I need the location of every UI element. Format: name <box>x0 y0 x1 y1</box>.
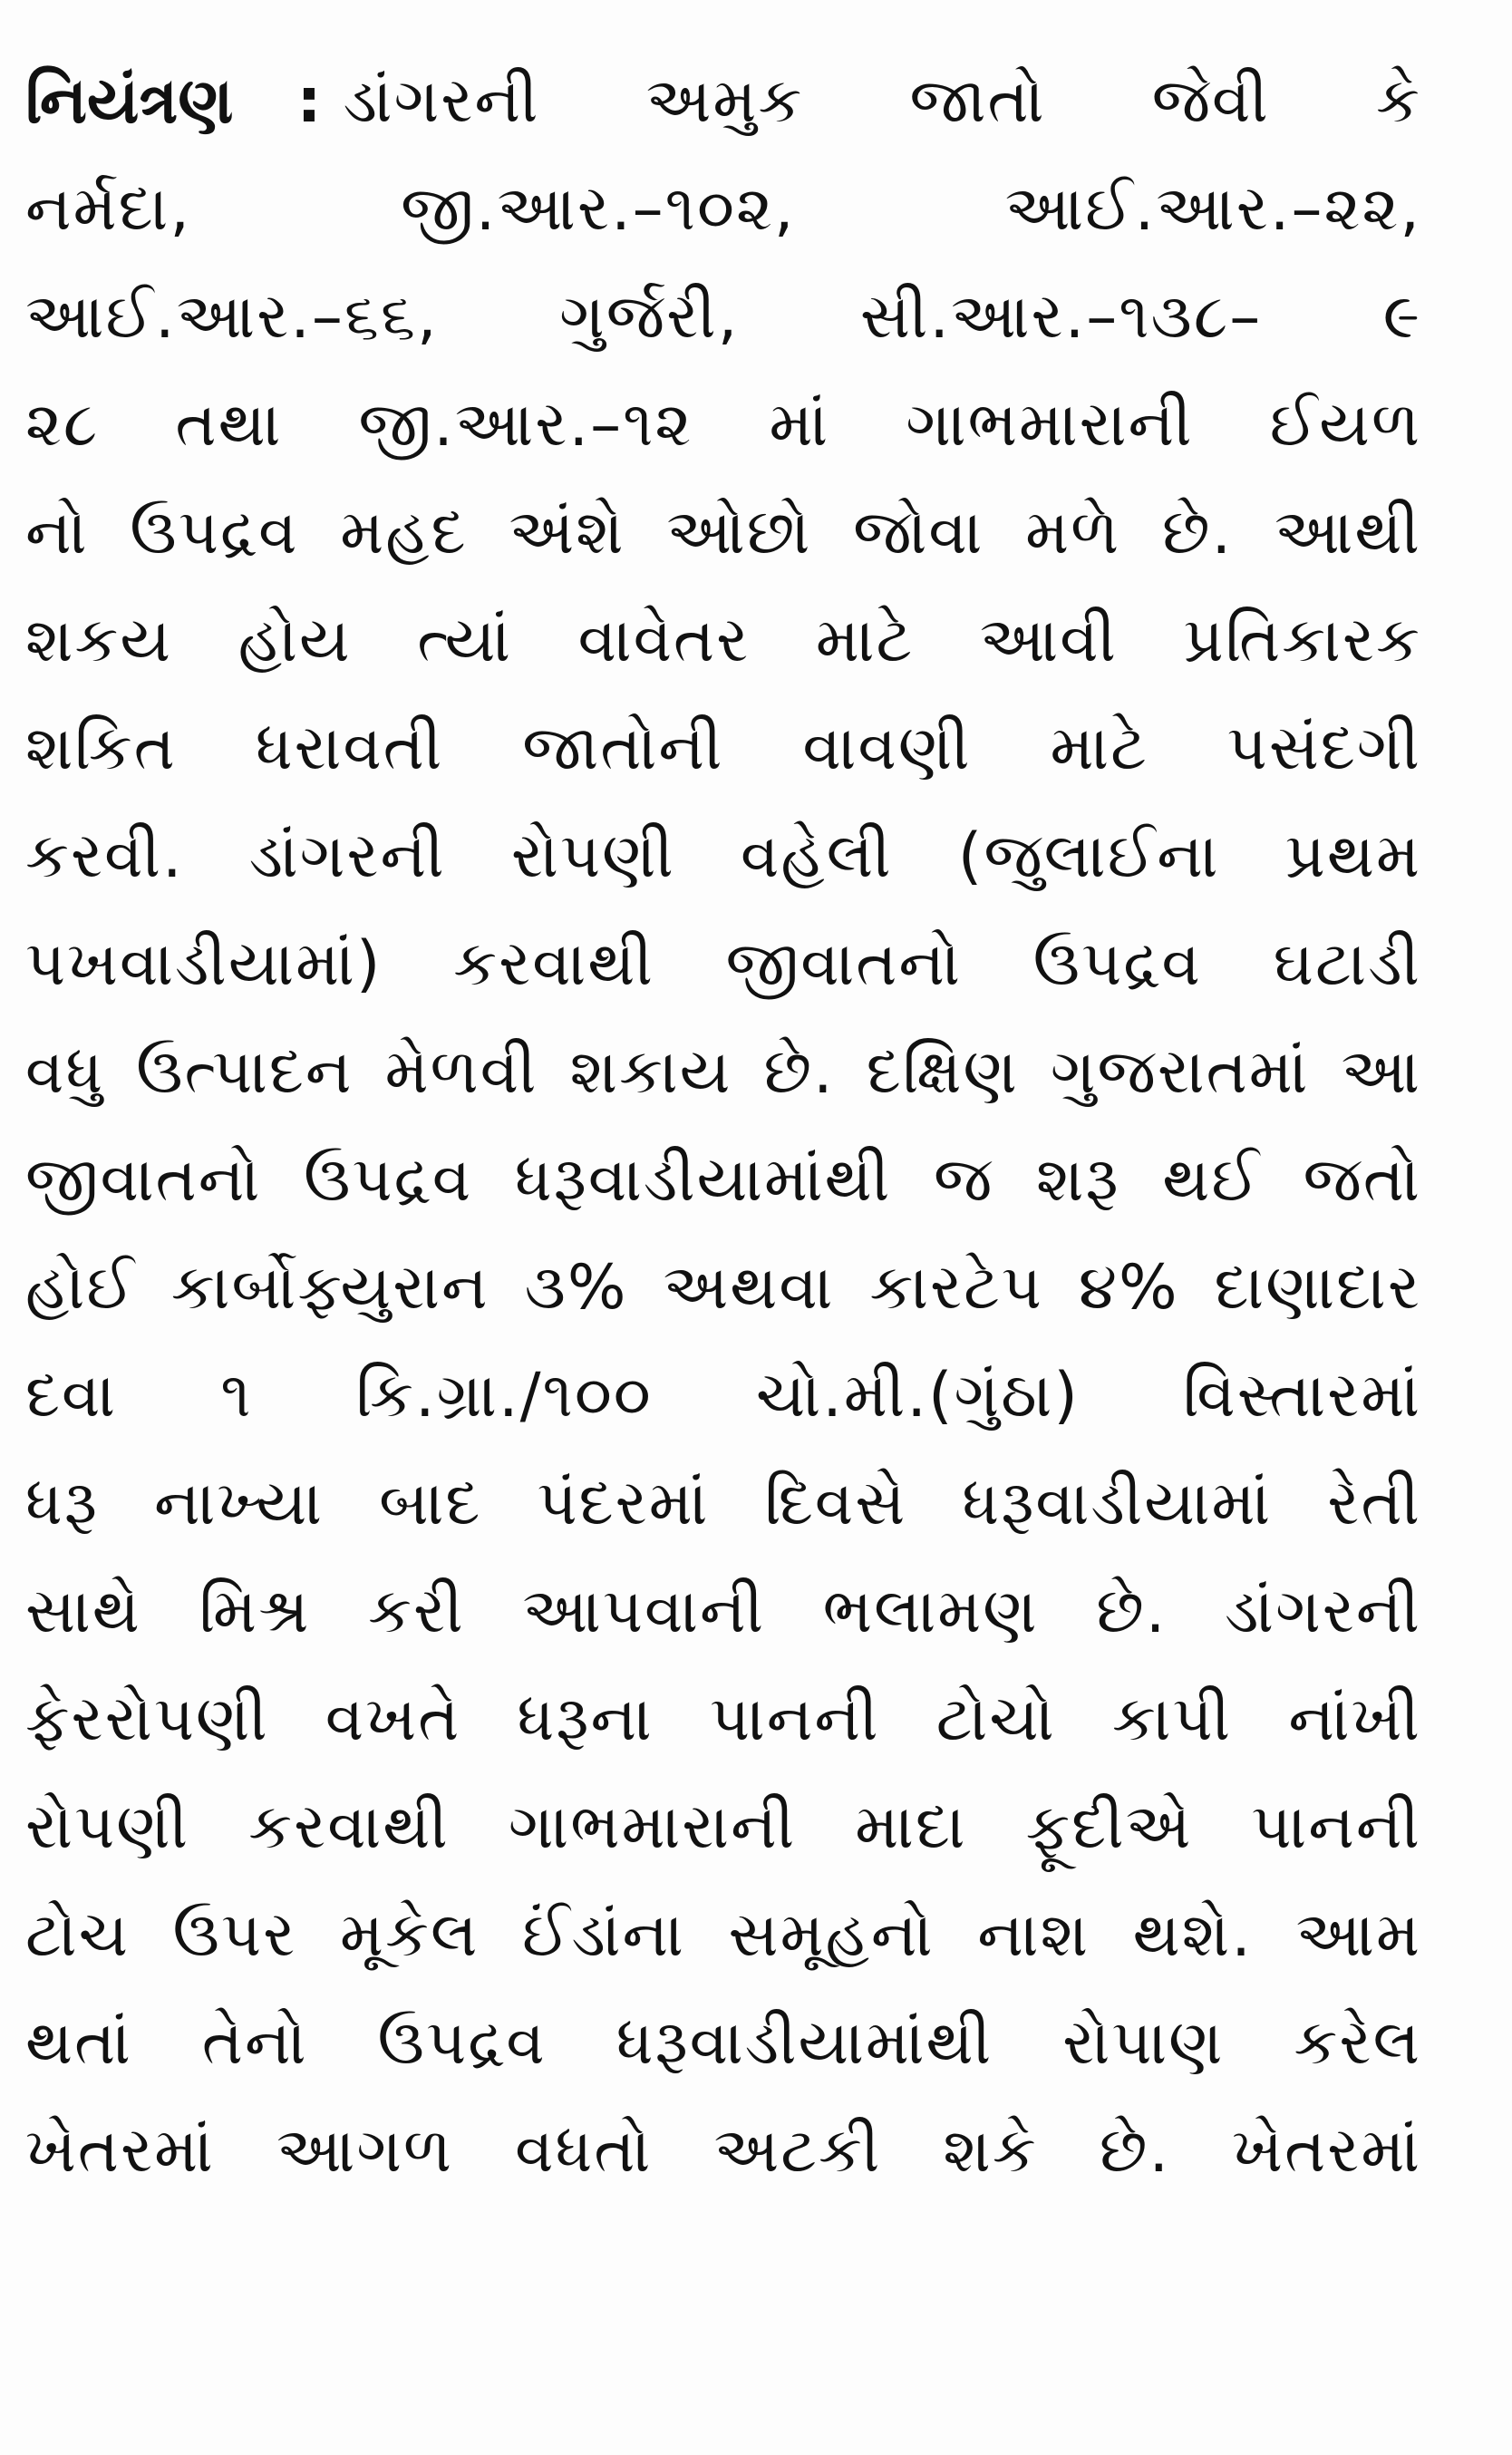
text-line: પખવાડીયામાં) કરવાથી જીવાતનો ઉપદ્રવ ઘટાડી <box>25 928 1421 1000</box>
text-line: ટોચ ઉપર મૂકેલ ઈંડાંના સમૂહનો નાશ થશે. આમ <box>25 1899 1421 1971</box>
text-line: થતાં તેનો ઉપદ્રવ ધરૂવાડીયામાંથી રોપાણ કરેલ <box>25 2007 1421 2079</box>
text-line: શકય હોય ત્યાં વાવેતર માટે આવી પ્રતિકારક <box>25 605 1421 676</box>
text-line: વધુ ઉત્પાદન મેળવી શકાય છે. દક્ષિણ ગુજરાતમાં આ <box>25 1036 1421 1108</box>
text-line: ફેરરોપણી વખતે ધરૂના પાનની ટોચો કાપી નાંખી <box>25 1684 1421 1755</box>
text-line: ૨૮ તથા જી.આર.–૧૨ માં ગાભમારાની ઈયળ <box>25 389 1421 461</box>
first-line-text: ડાંગરની અમુક જાતો જેવી કે <box>343 64 1421 137</box>
section-heading: નિયંત્રણ <box>25 63 234 138</box>
text-line: કરવી. ડાંગરની રોપણી વહેલી (જુલાઈના પ્રથમ <box>25 820 1421 892</box>
text-line: દવા ૧ કિ.ગ્રા./૧૦૦ ચો.મી.(ગુંઠા) વિસ્તારમાં <box>25 1360 1421 1431</box>
text-block <box>25 47 1421 2205</box>
paragraph-first-line <box>25 47 1421 155</box>
text-line: શકિત ધરાવતી જાતોની વાવણી માટે પસંદગી <box>25 713 1421 784</box>
text-line: ખેતરમાં આગળ વધતો અટકી શકે છે. ખેતરમાં <box>25 2115 1421 2187</box>
text-line: રોપણી કરવાથી ગાભમારાની માદા ફૂદીએ પાનની <box>25 1791 1421 1863</box>
text-line: જીવાતનો ઉપદ્રવ ધરૂવાડીયામાંથી જ શરૂ થઈ જતો <box>25 1144 1421 1216</box>
heading-separator: : <box>296 65 322 137</box>
text-line: હોઈ કાર્બોફ્યુરાન ૩% અથવા કારટેપ ૪% દાણાદાર <box>25 1252 1421 1324</box>
text-line: નર્મદા, જી.આર.–૧૦૨, આઈ.આર.–૨૨, <box>25 173 1421 245</box>
text-line: ધરૂ નાખ્યા બાદ પંદરમાં દિવસે ધરૂવાડીયામાં રેતી <box>25 1468 1421 1539</box>
text-line: આઈ.આર.–૬૬, ગુર્જરી, સી.આર.–૧૩૮– ૯ <box>25 281 1421 353</box>
text-line: નો ઉપદ્રવ મહદ અંશે ઓછો જોવા મળે છે. આથી <box>25 497 1421 568</box>
text-line: સાથે મિશ્ર કરી આપવાની ભલામણ છે. ડાંગરની <box>25 1576 1421 1647</box>
